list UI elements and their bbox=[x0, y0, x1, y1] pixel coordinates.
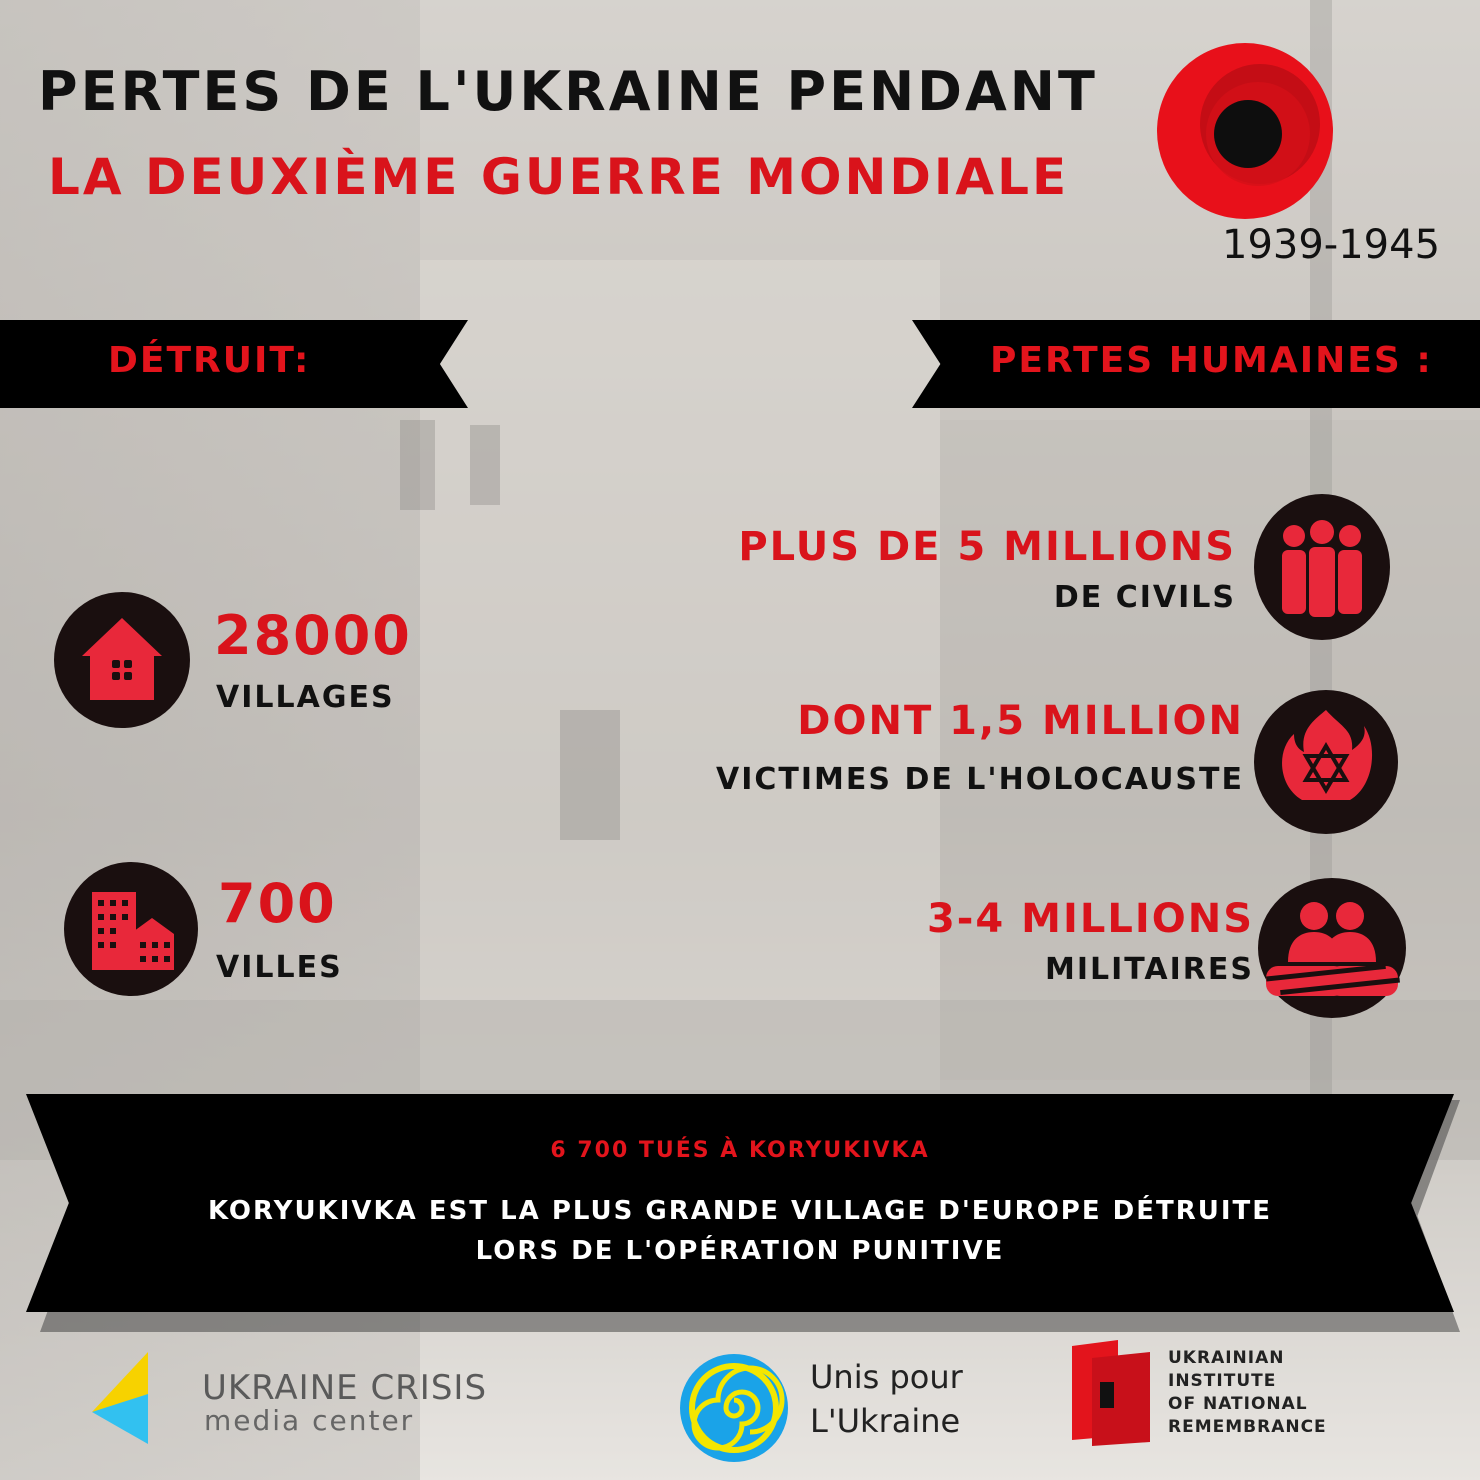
military-stat-circle bbox=[1258, 878, 1406, 1018]
holocaust-stat-circle bbox=[1254, 690, 1398, 834]
cities-number: 700 bbox=[218, 872, 337, 935]
human-losses-banner-label: PERTES HUMAINES : bbox=[990, 340, 1433, 381]
civilians-stat-circle bbox=[1254, 494, 1390, 640]
uinr-logo-line4: REMEMBRANCE bbox=[1168, 1417, 1327, 1437]
city-buildings-icon bbox=[64, 862, 198, 996]
ribbon-text-line1: KORYUKIVKA EST LA PLUS GRANDE VILLAGE D'EUROPE DÉTRUITE bbox=[207, 1196, 1273, 1226]
unis-logo-line1: Unis pour bbox=[810, 1358, 963, 1396]
ukraine-crisis-logo-line1: UKRAINE CRISIS bbox=[202, 1368, 488, 1408]
holocaust-label: VICTIMES DE L'HOLOCAUSTE bbox=[716, 762, 1244, 797]
destroyed-banner-label: DÉTRUIT: bbox=[108, 340, 311, 381]
ukraine-crisis-logo-icon bbox=[88, 1352, 178, 1444]
military-label: MILITAIRES bbox=[1044, 952, 1254, 987]
holocaust-number: DONT 1,5 MILLION bbox=[797, 698, 1244, 744]
people-group-icon bbox=[1254, 494, 1390, 640]
civilians-label: DE CIVILS bbox=[1053, 580, 1236, 615]
star-of-david-flame-icon bbox=[1254, 690, 1398, 834]
house-icon bbox=[54, 592, 190, 728]
village-stat-circle bbox=[54, 592, 190, 728]
uinr-logo-line1: UKRAINIAN bbox=[1168, 1348, 1285, 1368]
page-title-line2: LA DEUXIÈME GUERRE MONDIALE bbox=[48, 148, 1070, 206]
page-title-line1: PERTES DE L'UKRAINE PENDANT bbox=[38, 60, 1098, 123]
years-label: 1939-1945 bbox=[1222, 222, 1441, 268]
soldiers-rifles-icon bbox=[1258, 878, 1406, 1018]
military-number: 3-4 MILLIONS bbox=[926, 896, 1254, 942]
city-stat-circle bbox=[64, 862, 198, 996]
unis-pour-ukraine-logo-icon bbox=[678, 1352, 790, 1464]
poppy-icon bbox=[1150, 36, 1340, 226]
uinr-logo-line3: OF NATIONAL bbox=[1168, 1394, 1308, 1414]
villages-number: 28000 bbox=[214, 604, 412, 667]
unis-logo-line2: L'Ukraine bbox=[810, 1402, 961, 1440]
ukraine-crisis-logo-line2: media center bbox=[204, 1404, 415, 1437]
ribbon-headline: 6 700 TUÉS À KORYUKIVKA bbox=[550, 1138, 930, 1163]
uinr-logo-line2: INSTITUTE bbox=[1168, 1371, 1277, 1391]
villages-label: VILLAGES bbox=[216, 680, 395, 715]
cities-label: VILLES bbox=[216, 950, 343, 985]
ribbon-text-line2: LORS DE L'OPÉRATION PUNITIVE bbox=[475, 1236, 1005, 1266]
civilians-number: PLUS DE 5 MILLIONS bbox=[738, 524, 1236, 570]
uinr-logo-icon bbox=[1072, 1340, 1150, 1446]
